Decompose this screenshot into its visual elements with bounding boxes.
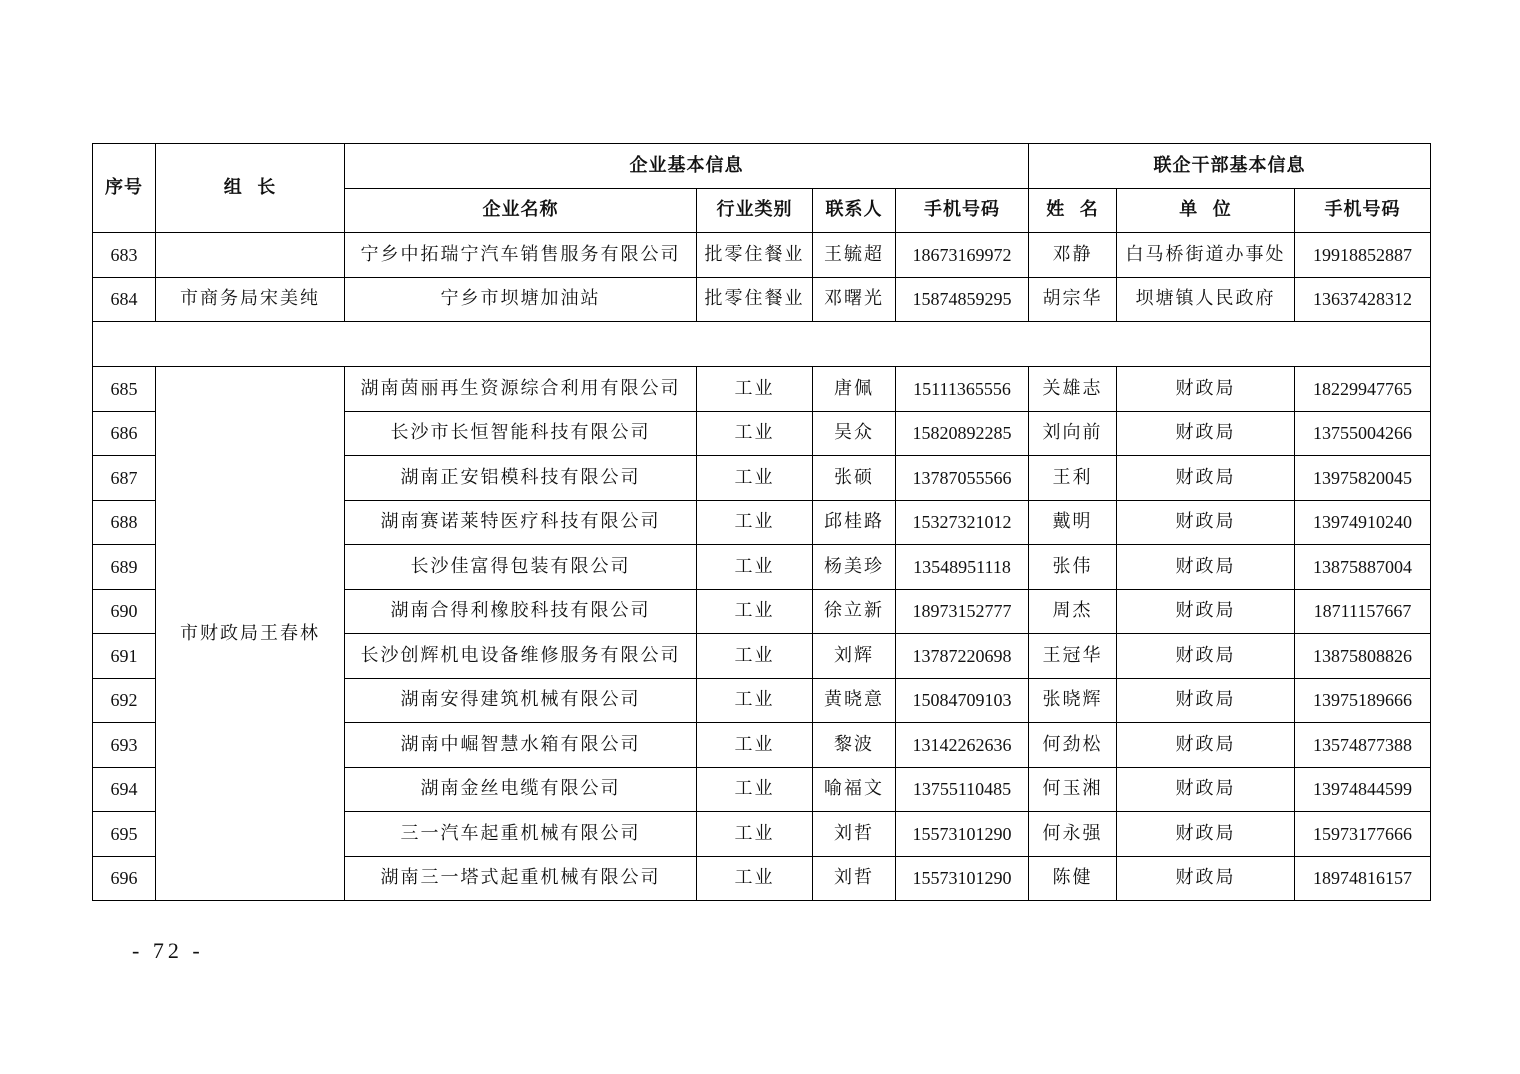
contact-cell: 徐立新 xyxy=(813,589,896,634)
header-row-1 xyxy=(93,144,1431,189)
industry-cell: 批零住餐业 xyxy=(697,277,813,322)
header-leader: 组 长 xyxy=(156,144,345,233)
company-name-cell: 宁乡中拓瑞宁汽车销售服务有限公司 xyxy=(345,233,697,278)
header-cadre-unit: 单 位 xyxy=(1117,188,1295,233)
company-phone-cell: 15573101290 xyxy=(896,856,1029,901)
company-phone-cell: 13787055566 xyxy=(896,456,1029,501)
cadre-name-cell: 何永强 xyxy=(1029,812,1117,857)
industry-cell: 工业 xyxy=(697,723,813,768)
contact-cell: 刘哲 xyxy=(813,812,896,857)
cadre-name-cell: 陈健 xyxy=(1029,856,1117,901)
contact-cell: 唐佩 xyxy=(813,367,896,412)
seq-cell: 692 xyxy=(93,678,156,723)
cadre-phone-cell: 18974816157 xyxy=(1295,856,1431,901)
industry-cell: 工业 xyxy=(697,589,813,634)
company-phone-cell: 13755110485 xyxy=(896,767,1029,812)
industry-cell: 工业 xyxy=(697,545,813,590)
cadre-unit-cell: 财政局 xyxy=(1117,411,1295,456)
company-phone-cell: 13548951118 xyxy=(896,545,1029,590)
cadre-phone-cell: 18711157667 xyxy=(1295,589,1431,634)
contact-cell: 王毓超 xyxy=(813,233,896,278)
cadre-name-cell: 王利 xyxy=(1029,456,1117,501)
seq-cell: 688 xyxy=(93,500,156,545)
cadre-name-cell: 何玉湘 xyxy=(1029,767,1117,812)
table-row xyxy=(93,233,1431,278)
company-name-cell: 湖南合得利橡胶科技有限公司 xyxy=(345,589,697,634)
contact-cell: 邱桂路 xyxy=(813,500,896,545)
cadre-name-cell: 关雄志 xyxy=(1029,367,1117,412)
seq-cell: 684 xyxy=(93,277,156,322)
seq-cell: 689 xyxy=(93,545,156,590)
company-name-cell: 湖南赛诺莱特医疗科技有限公司 xyxy=(345,500,697,545)
seq-cell: 696 xyxy=(93,856,156,901)
cadre-phone-cell: 19918852887 xyxy=(1295,233,1431,278)
cadre-unit-cell: 财政局 xyxy=(1117,589,1295,634)
header-industry: 行业类别 xyxy=(697,188,813,233)
industry-cell: 工业 xyxy=(697,634,813,679)
header-cadre-group: 联企干部基本信息 xyxy=(1029,144,1431,189)
company-name-cell: 湖南正安铝模科技有限公司 xyxy=(345,456,697,501)
seq-cell: 686 xyxy=(93,411,156,456)
cadre-phone-cell: 13637428312 xyxy=(1295,277,1431,322)
company-phone-cell: 15820892285 xyxy=(896,411,1029,456)
seq-cell: 693 xyxy=(93,723,156,768)
industry-cell: 工业 xyxy=(697,767,813,812)
cadre-phone-cell: 13875887004 xyxy=(1295,545,1431,590)
cadre-unit-cell: 财政局 xyxy=(1117,634,1295,679)
header-company-name: 企业名称 xyxy=(345,188,697,233)
company-name-cell: 长沙创辉机电设备维修服务有限公司 xyxy=(345,634,697,679)
seq-cell: 695 xyxy=(93,812,156,857)
cadre-name-cell: 张晓辉 xyxy=(1029,678,1117,723)
table-row xyxy=(93,277,1431,322)
company-name-cell: 三一汽车起重机械有限公司 xyxy=(345,812,697,857)
cadre-name-cell: 刘向前 xyxy=(1029,411,1117,456)
contact-cell: 张硕 xyxy=(813,456,896,501)
contact-cell: 杨美珍 xyxy=(813,545,896,590)
company-name-cell: 长沙佳富得包装有限公司 xyxy=(345,545,697,590)
cadre-phone-cell: 15973177666 xyxy=(1295,812,1431,857)
cadre-unit-cell: 白马桥街道办事处 xyxy=(1117,233,1295,278)
contact-cell: 邓曙光 xyxy=(813,277,896,322)
company-name-cell: 湖南中崛智慧水箱有限公司 xyxy=(345,723,697,768)
cadre-name-cell: 邓静 xyxy=(1029,233,1117,278)
cadre-unit-cell: 坝塘镇人民政府 xyxy=(1117,277,1295,322)
page-number: - 72 - xyxy=(132,938,204,963)
contact-cell: 刘哲 xyxy=(813,856,896,901)
company-phone-cell: 15874859295 xyxy=(896,277,1029,322)
header-seq: 序号 xyxy=(93,144,156,233)
cadre-name-cell: 胡宗华 xyxy=(1029,277,1117,322)
cadre-name-cell: 张伟 xyxy=(1029,545,1117,590)
cadre-phone-cell: 18229947765 xyxy=(1295,367,1431,412)
company-phone-cell: 15573101290 xyxy=(896,812,1029,857)
contact-cell: 刘辉 xyxy=(813,634,896,679)
seq-cell: 687 xyxy=(93,456,156,501)
cadre-unit-cell: 财政局 xyxy=(1117,856,1295,901)
company-phone-cell: 15084709103 xyxy=(896,678,1029,723)
company-phone-cell: 13787220698 xyxy=(896,634,1029,679)
cadre-unit-cell: 财政局 xyxy=(1117,812,1295,857)
blank-separator-row xyxy=(93,322,1431,367)
cadre-unit-cell: 财政局 xyxy=(1117,545,1295,590)
industry-cell: 批零住餐业 xyxy=(697,233,813,278)
cadre-unit-cell: 财政局 xyxy=(1117,723,1295,768)
enterprise-contact-table xyxy=(92,143,1431,901)
cadre-name-cell: 何劲松 xyxy=(1029,723,1117,768)
industry-cell: 工业 xyxy=(697,500,813,545)
industry-cell: 工业 xyxy=(697,678,813,723)
contact-cell: 吴众 xyxy=(813,411,896,456)
company-name-cell: 湖南安得建筑机械有限公司 xyxy=(345,678,697,723)
cadre-unit-cell: 财政局 xyxy=(1117,500,1295,545)
cadre-phone-cell: 13974844599 xyxy=(1295,767,1431,812)
contact-cell: 黎波 xyxy=(813,723,896,768)
leader-cell: 市商务局宋美纯 xyxy=(156,277,345,322)
cadre-phone-cell: 13755004266 xyxy=(1295,411,1431,456)
industry-cell: 工业 xyxy=(697,411,813,456)
cadre-phone-cell: 13974910240 xyxy=(1295,500,1431,545)
header-company-phone: 手机号码 xyxy=(896,188,1029,233)
contact-cell: 喻福文 xyxy=(813,767,896,812)
cadre-phone-cell: 13975820045 xyxy=(1295,456,1431,501)
cadre-phone-cell: 13574877388 xyxy=(1295,723,1431,768)
header-company-group: 企业基本信息 xyxy=(345,144,1029,189)
industry-cell: 工业 xyxy=(697,456,813,501)
leader-cell xyxy=(156,233,345,278)
cadre-name-cell: 戴明 xyxy=(1029,500,1117,545)
company-phone-cell: 18673169972 xyxy=(896,233,1029,278)
cadre-phone-cell: 13975189666 xyxy=(1295,678,1431,723)
cadre-unit-cell: 财政局 xyxy=(1117,456,1295,501)
industry-cell: 工业 xyxy=(697,812,813,857)
company-phone-cell: 18973152777 xyxy=(896,589,1029,634)
cadre-unit-cell: 财政局 xyxy=(1117,767,1295,812)
company-phone-cell: 15111365556 xyxy=(896,367,1029,412)
header-contact: 联系人 xyxy=(813,188,896,233)
enterprise-contact-table-wrapper xyxy=(92,143,1430,901)
seq-cell: 683 xyxy=(93,233,156,278)
company-name-cell: 湖南茵丽再生资源综合利用有限公司 xyxy=(345,367,697,412)
header-cadre-name: 姓 名 xyxy=(1029,188,1117,233)
company-name-cell: 湖南金丝电缆有限公司 xyxy=(345,767,697,812)
cadre-unit-cell: 财政局 xyxy=(1117,678,1295,723)
header-cadre-phone: 手机号码 xyxy=(1295,188,1431,233)
industry-cell: 工业 xyxy=(697,856,813,901)
cadre-name-cell: 周杰 xyxy=(1029,589,1117,634)
company-phone-cell: 15327321012 xyxy=(896,500,1029,545)
seq-cell: 694 xyxy=(93,767,156,812)
cadre-unit-cell: 财政局 xyxy=(1117,367,1295,412)
seq-cell: 685 xyxy=(93,367,156,412)
company-phone-cell: 13142262636 xyxy=(896,723,1029,768)
company-name-cell: 宁乡市坝塘加油站 xyxy=(345,277,697,322)
seq-cell: 691 xyxy=(93,634,156,679)
group-leader-cell: 市财政局王春林 xyxy=(156,367,345,901)
cadre-name-cell: 王冠华 xyxy=(1029,634,1117,679)
cadre-phone-cell: 13875808826 xyxy=(1295,634,1431,679)
company-name-cell: 长沙市长恒智能科技有限公司 xyxy=(345,411,697,456)
industry-cell: 工业 xyxy=(697,367,813,412)
company-name-cell: 湖南三一塔式起重机械有限公司 xyxy=(345,856,697,901)
contact-cell: 黄晓意 xyxy=(813,678,896,723)
seq-cell: 690 xyxy=(93,589,156,634)
blank-separator-cell xyxy=(93,322,1431,367)
table-row xyxy=(93,367,1431,412)
